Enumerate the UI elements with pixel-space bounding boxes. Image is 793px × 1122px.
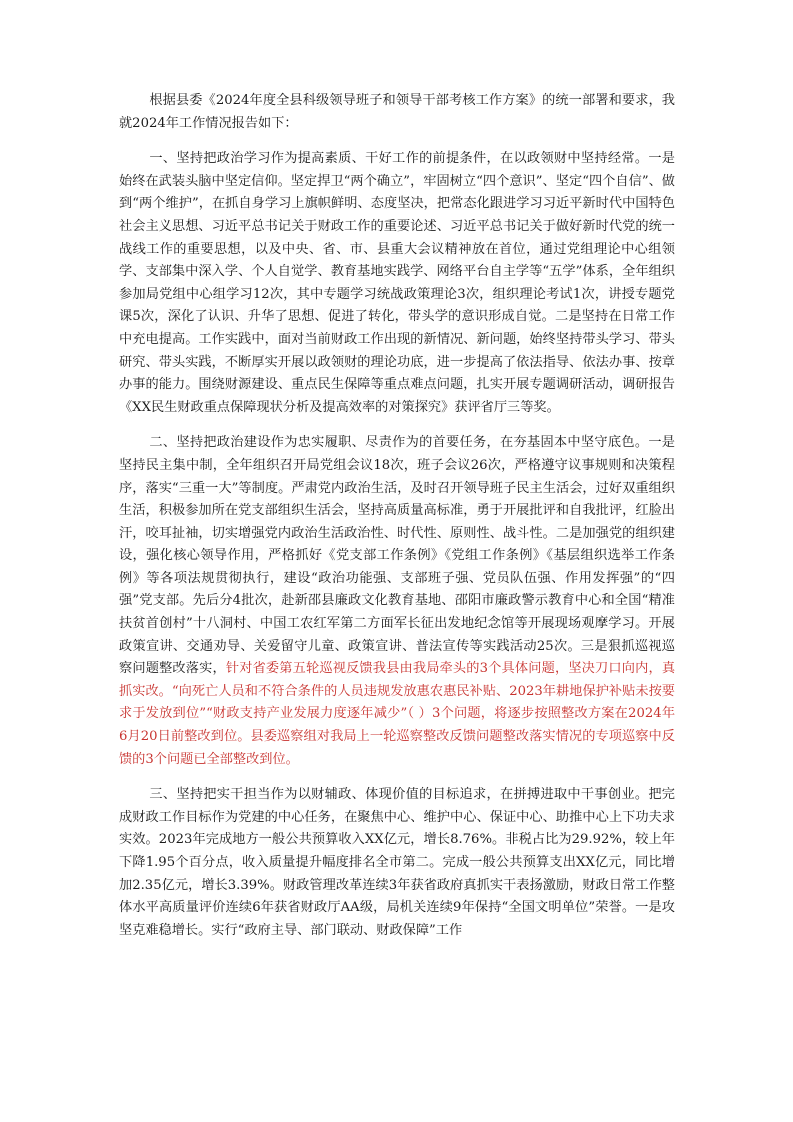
section-2-text: 二、坚持把政治建设作为忠实履职、尽责作为的首要任务，在夯基固本中坚守底色。一是坚持民主集中制，全年组织召开局党组会议18次，班子会议26次，严格遵守议事规则和决策程序，落实“三重一大”等制度。严肃党内政治生活，及时召开领导班子民主生活会，过好双重组织生活，积极参加所在党支部组织生活会，坚持高质量高标准，勇于开展批评和自我批评，红脸出汗，咬耳扯袖，切实增强党内政治生活政治性、时代性、原则性、战斗性。二是加强党的组织建设，强化核心领导作用，严格抓好《党支部工作条例》《党组工作条例》《基层组织选举工作条例》等各项法规贯彻执行，建设“政治功能强、支部班子强、党员队伍强、作用发挥强”的“四强”党支部。先后分4批次，赴新邵县廉政文化教育基地、邵阳市廉政警示教育中心和全国“精准扶贫首创村”十八洞村、中国工农红军第二方面军长征出发地纪念馆等开展现场观摩学习。开展政策宣讲、交通劝导、关爱留守儿童、政策宣讲、普法宣传等实践活动25次。三是狠抓巡视巡察问题整改落实，: [119, 435, 675, 677]
document-body: [119, 90, 675, 955]
section-2-highlighted-text: 针对省委第五轮巡视反馈我县由我局牵头的3个具体问题，坚决刀口向内，真抓实改。“向死亡人员和不符合条件的人员违规发放惠农惠民补贴、2023年耕地保护补贴未按要求于发放到位”“财政支持产业发展力度逐年减少”（ ）3个问题，将逐步按照整改方案在2024年6月20日前整改到位。县委巡察组对我局上一轮巡察整改反馈问题整改落实情况的专项巡察中反馈的3个问题已全部整改到位。: [119, 661, 676, 767]
intro-paragraph: 根据县委《2024年度全县科级领导班子和领导干部考核工作方案》的统一部署和要求，我就2024年工作情况报告如下：: [119, 93, 675, 131]
section-1-paragraph: 一、坚持把政治学习作为提高素质、干好工作的前提条件，在以政领财中坚持经常。一是始终在武装头脑中坚定信仰。坚定捍卫“两个确立”，牢固树立“四个意识”、坚定“四个自信”、做到“两个维护”，在抓自身学习上旗帜鲜明、态度坚决，把常态化跟进学习习近平新时代中国特色社会主义思想、习近平总书记关于财政工作的重要论述、习近平总书记关于做好新时代党的统一战线工作的重要思想，以及中央、省、市、县重大会议精神放在首位，通过党组理论中心组领学、支部集中深入学、个人自觉学、教育基地实践学、网络平台自主学等“五学”体系，全年组织参加局党组中心组学习12次，其中专题学习统战政策理论3次，组织理论考试1次，讲授专题党课5次，深化了认识、升华了思想、促进了转化，带头学的意识形成自觉。二是坚持在日常工作中充电提高。工作实践中，面对当前财政工作出现的新情况、新问题，始终坚持带头学习、带头研究、带头实践，不断厚实开展以政领财的理论功底，进一步提高了依法指导、依法办事、按章办事的能力。围绕财源建设、重点民生保障等重点难点问题，扎实开展专题调研活动，调研报告《XX民生财政重点保障现状分析及提高效率的对策探究》获评省厅三等奖。: [119, 151, 675, 415]
section-3-paragraph: 三、坚持把实干担当作为以财辅政、体现价值的目标追求，在拼搏进取中干事创业。把完成财政工作目标作为党建的中心任务，在聚焦中心、维护中心、保证中心、助推中心上下功夫求实效。2023年完成地方一般公共预算收入XX亿元，增长8.76%。非税占比为29.92%，较上年下降1.95个百分点，收入质量提升幅度排名全市第二。完成一般公共预算支出XX亿元，同比增加2.35亿元，增长3.39%。财政管理改革连续3年获省政府真抓实干表扬激励，财政日常工作整体水平高质量评价连续6年获省财政厅AA级，局机关连续9年保持“全国文明单位”荣誉。一是攻坚克难稳增长。实行“政府主导、部门联动、财政保障”工作: [119, 787, 675, 938]
section-2-paragraph: [119, 432, 675, 771]
